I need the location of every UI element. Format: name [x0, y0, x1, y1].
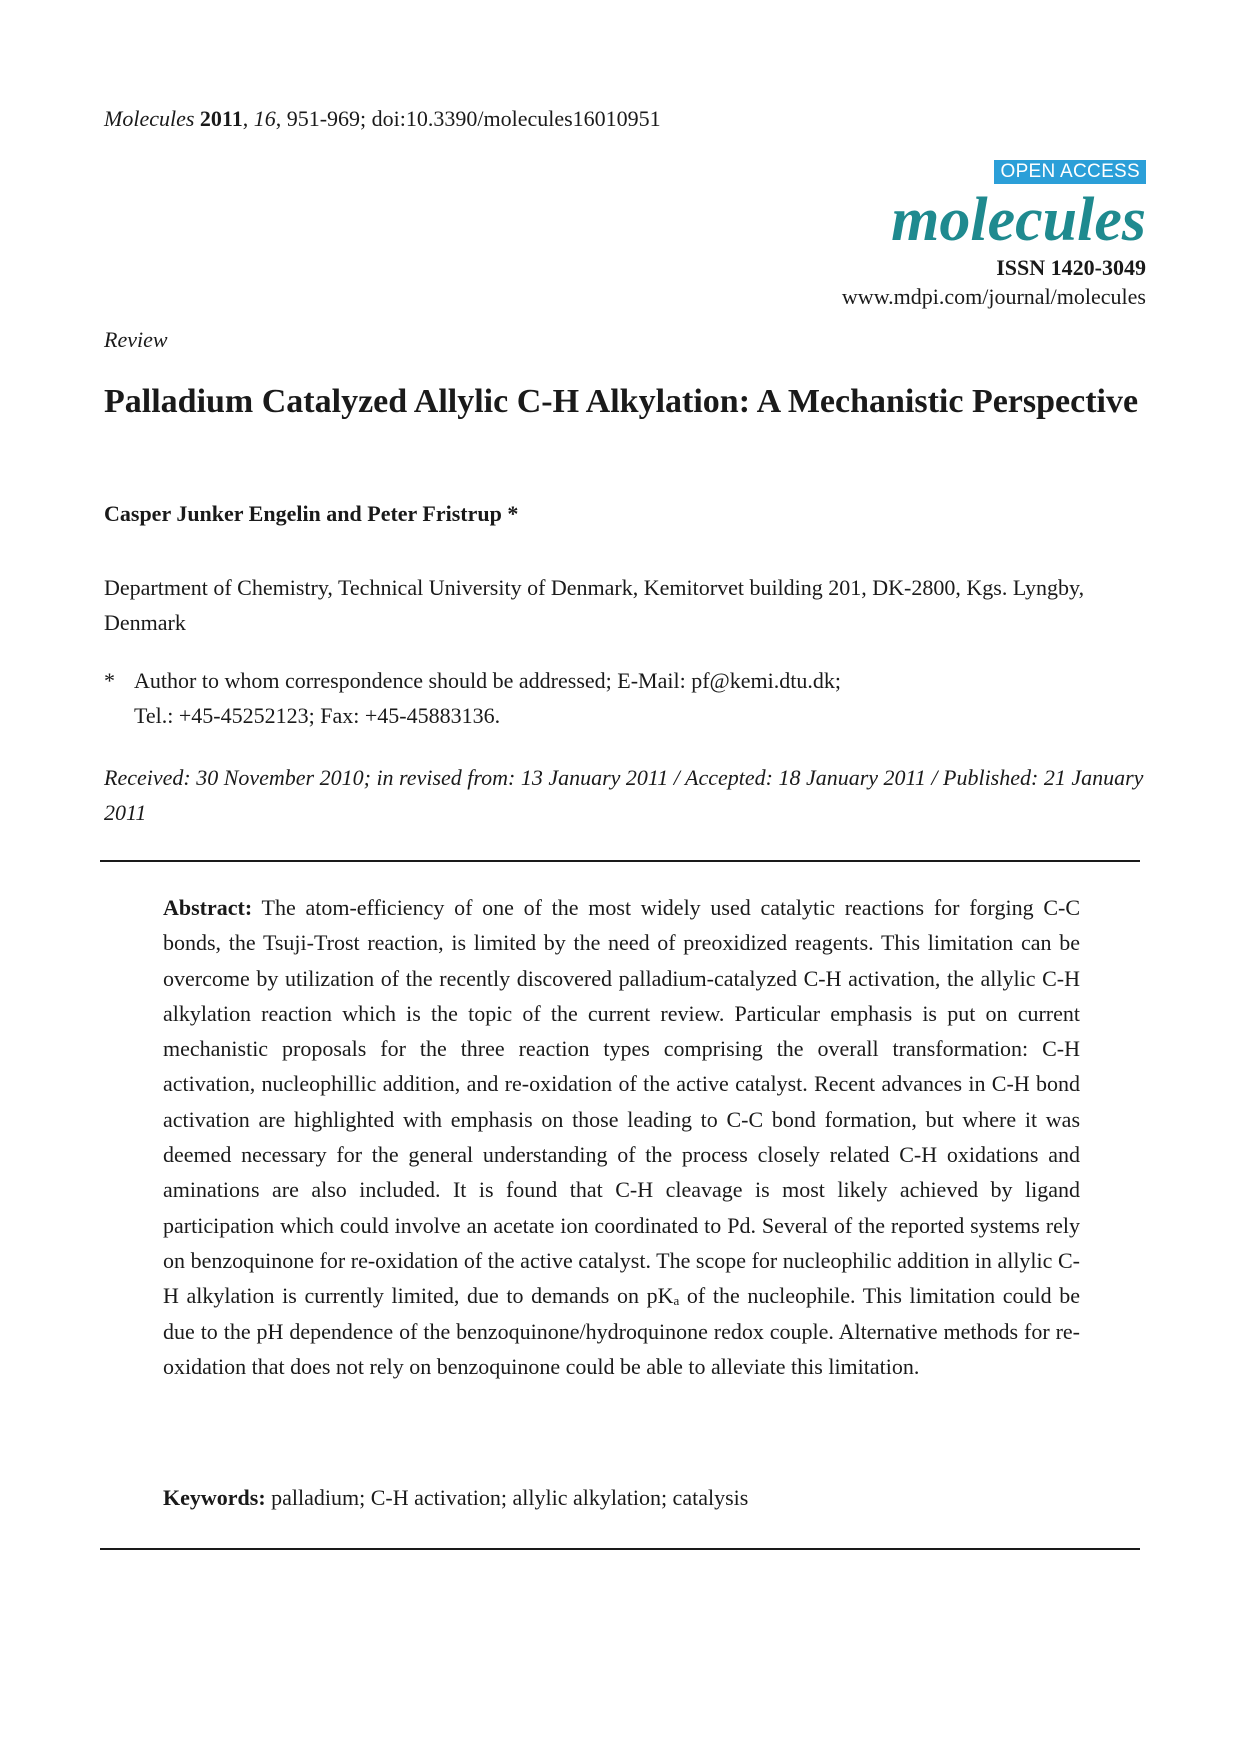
- correspondence-note: [104, 663, 1149, 733]
- abstract-text: The atom-efficiency of one of the most widely used catalytic reactions for forging C-C bonds, the Tsuji-Trost reaction, is limited by the need of preoxidized reagents. This limitation can be overcome by utilization of the recently discovered palladium-catalyzed C-H activation, the allylic C-H alkylation reaction which is the topic of the current review. Particular emphasis is put on current mechanistic proposals for the three reaction types comprising the overall transformation: C-H activation, nucleophillic addition, and re-oxidation of the active catalyst. Recent advances in C-H bond activation are highlighted with emphasis on those leading to C-C bond formation, but where it was deemed necessary for the general understanding of the process closely related C-H oxidations and aminations are also included. It is found that C-H cleavage is most likely achieved by ligand participation which could involve an acetate ion coordinated to Pd. Several of the reported systems rely on benzoquinone for re-oxidation of the active catalyst. The scope for nucleophilic addition in allylic C-H alkylation is currently limited, due to demands on pK: [163, 895, 1080, 1309]
- top-divider: [100, 860, 1140, 862]
- article-type: Review: [104, 327, 168, 352]
- citation-pages-doi: 951-969; doi:10.3390/molecules16010951: [286, 106, 661, 131]
- journal-website-link[interactable]: www.mdpi.com/journal/molecules: [841, 284, 1146, 309]
- abstract-label: Abstract:: [163, 895, 253, 920]
- contact-numbers: Tel.: +45-45252123; Fax: +45-45883136.: [134, 703, 501, 728]
- affiliation: Department of Chemistry, Technical University of Denmark, Kemitorvet building 201, DK-2800, Kgs. Lyngby, Denmark: [104, 575, 1085, 635]
- keywords: [163, 1483, 1080, 1513]
- citation-line: Molecules 2011, 16, 951-969; doi:10.3390/molecules16010951: [104, 106, 661, 131]
- abstract: [163, 890, 1080, 1384]
- journal-logo: molecules: [891, 186, 1146, 254]
- issn: ISSN 1420-3049: [996, 255, 1146, 280]
- publication-dates: Received: 30 November 2010; in revised from: 13 January 2011 / Accepted: 18 January 2011 / Published: 21 January 2011: [104, 765, 1144, 825]
- bottom-divider: [100, 1548, 1140, 1550]
- correspondence-marker: *: [104, 668, 115, 693]
- article-title: Palladium Catalyzed Allylic C-H Alkylation: A Mechanistic Perspective: [104, 383, 1139, 420]
- abstract-text-continued: of the nucleophile. This limitation could be due to the pH dependence of the benzoquinone/hydroquinone redox couple. Alternative methods for re-oxidation that does not rely on benzoquinone could be able to alleviate this limitation.: [163, 1283, 1080, 1379]
- open-access-badge: OPEN ACCESS: [994, 160, 1146, 184]
- keywords-label: Keywords:: [163, 1485, 266, 1510]
- abstract-subscript: a: [673, 1293, 680, 1309]
- keywords-text: palladium; C-H activation; allylic alkylation; catalysis: [271, 1485, 749, 1510]
- citation-journal: Molecules: [104, 106, 195, 131]
- citation-volume: 16: [253, 106, 276, 131]
- correspondence-text: Author to whom correspondence should be addressed; E-Mail: pf@kemi.dtu.dk;: [134, 668, 841, 693]
- journal-masthead: [726, 160, 1146, 312]
- authors: Casper Junker Engelin and Peter Fristrup *: [104, 501, 519, 526]
- citation-year: 2011: [199, 106, 243, 131]
